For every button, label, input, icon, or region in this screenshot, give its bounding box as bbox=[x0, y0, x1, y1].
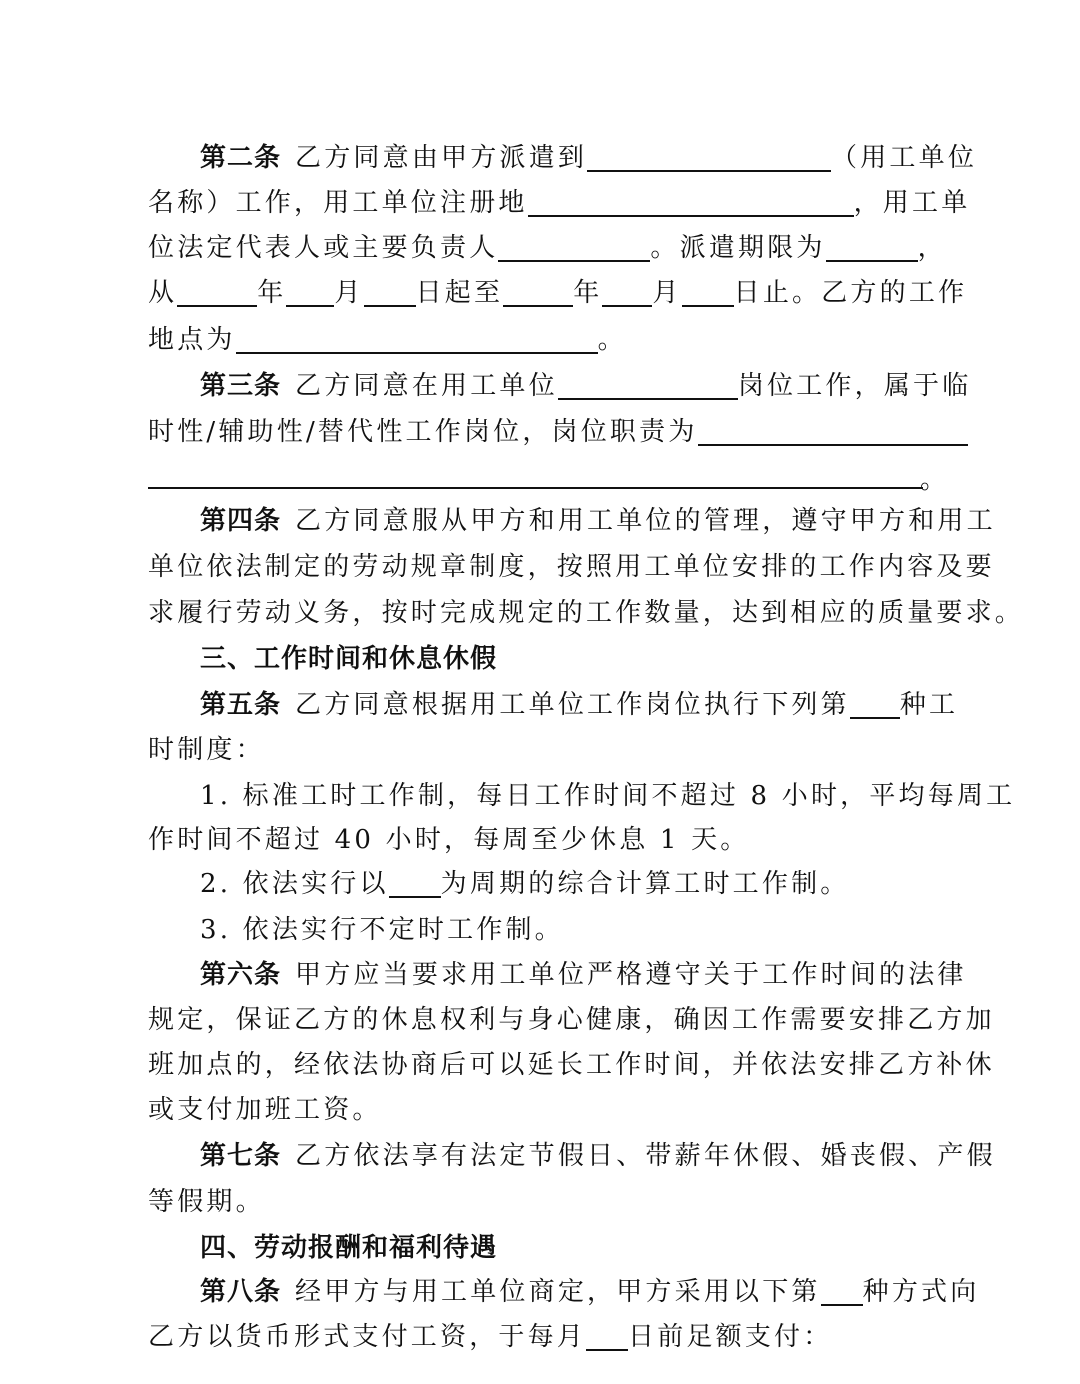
end-month-blank[interactable] bbox=[602, 275, 652, 307]
article-6-line-4: 或支付加班工资。 bbox=[148, 1095, 382, 1125]
article-4-line-3: 求履行劳动义务，按时完成规定的工作数量，达到相应的质量要求。 bbox=[148, 598, 1025, 628]
article-6-line-3: 班加点的，经依法协商后可以延长工作时间，并依法安排乙方补休 bbox=[148, 1050, 995, 1080]
duties-continuation-blank[interactable] bbox=[148, 487, 923, 489]
cycle-period-blank[interactable] bbox=[389, 866, 441, 898]
article-2-line-5: 地点为 。 bbox=[148, 318, 948, 362]
section-3-heading: 三、工作时间和休息休假 bbox=[200, 644, 498, 674]
dispatch-term-blank[interactable] bbox=[826, 230, 918, 262]
working-hours-type-blank[interactable] bbox=[850, 687, 900, 719]
article-5-item-1-line-1: 1. 标准工时工作制，每日工作时间不超过 8 小时，平均每周工 bbox=[200, 781, 1016, 811]
article-2-line-2: 名称）工作，用工单位注册地 ，用工单 bbox=[148, 181, 948, 225]
start-day-blank[interactable] bbox=[364, 275, 416, 307]
article-2-line-4: 从 年 月 日起至 年 月 日止。乙方的工作 bbox=[148, 271, 948, 315]
article-2-line-3: 位法定代表人或主要负责人 。派遣期限为 ， bbox=[148, 226, 948, 270]
employer-name-blank[interactable] bbox=[587, 140, 831, 172]
article-4-line-2: 单位依法制定的劳动规章制度，按照用工单位安排的工作内容及要 bbox=[148, 552, 995, 582]
article-6-line-1: 第六条 甲方应当要求用工单位严格遵守关于工作时间的法律 bbox=[200, 960, 967, 990]
start-month-blank[interactable] bbox=[286, 275, 334, 307]
work-location-blank[interactable] bbox=[236, 322, 598, 354]
position-blank[interactable] bbox=[558, 368, 738, 400]
article-8-line-2: 乙方以货币形式支付工资，于每月 日前足额支付： bbox=[148, 1315, 948, 1359]
article-3-line-2: 时性/辅助性/替代性工作岗位，岗位职责为 bbox=[148, 410, 948, 454]
article-8-label: 第八条 bbox=[200, 1277, 282, 1307]
article-5-item-1-line-2: 作时间不超过 40 小时，每周至少休息 1 天。 bbox=[148, 825, 750, 855]
article-2-line-1: 第二条 乙方同意由甲方派遣到 （用工单位 bbox=[200, 136, 948, 180]
start-year-blank[interactable] bbox=[177, 275, 257, 307]
legal-representative-blank[interactable] bbox=[498, 230, 650, 262]
end-day-blank[interactable] bbox=[682, 275, 734, 307]
article-6-line-2: 规定，保证乙方的休息权利与身心健康，确因工作需要安排乙方加 bbox=[148, 1005, 995, 1035]
article-5-line-1: 第五条 乙方同意根据用工单位工作岗位执行下列第 种工 bbox=[200, 683, 948, 727]
article-7-line-2: 等假期。 bbox=[148, 1187, 265, 1217]
article-3-line-1: 第三条 乙方同意在用工单位 岗位工作，属于临 bbox=[200, 364, 948, 408]
article-5-item-3: 3. 依法实行不定时工作制。 bbox=[200, 915, 564, 945]
article-5-item-2: 2. 依法实行以 为周期的综合计算工时工作制。 bbox=[200, 862, 948, 906]
article-7-line-1: 第七条 乙方依法享有法定节假日、带薪年休假、婚丧假、产假 bbox=[200, 1141, 996, 1171]
article-3-line-3-end: 。 bbox=[920, 465, 950, 495]
registered-address-blank[interactable] bbox=[528, 185, 854, 217]
article-5-label: 第五条 bbox=[200, 690, 282, 720]
end-year-blank[interactable] bbox=[503, 275, 573, 307]
article-6-label: 第六条 bbox=[200, 960, 282, 990]
article-4-label: 第四条 bbox=[200, 506, 282, 536]
payment-method-blank[interactable] bbox=[821, 1274, 863, 1306]
article-8-line-1: 第八条 经甲方与用工单位商定，甲方采用以下第 种方式向 bbox=[200, 1270, 948, 1314]
article-7-label: 第七条 bbox=[200, 1141, 282, 1171]
payday-blank[interactable] bbox=[586, 1319, 628, 1351]
article-3-label: 第三条 bbox=[200, 371, 282, 401]
duties-blank[interactable] bbox=[698, 414, 968, 446]
article-2-label: 第二条 bbox=[200, 143, 282, 173]
article-5-line-2: 时制度： bbox=[148, 735, 265, 765]
section-4-heading: 四、劳动报酬和福利待遇 bbox=[200, 1233, 498, 1263]
article-4-line-1: 第四条 乙方同意服从甲方和用工单位的管理，遵守甲方和用工 bbox=[200, 506, 996, 536]
